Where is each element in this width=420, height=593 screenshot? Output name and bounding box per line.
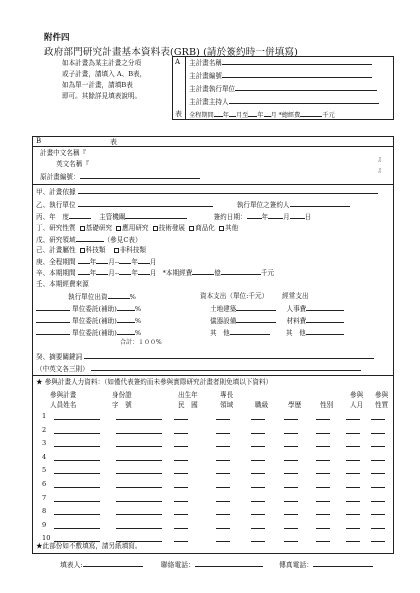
people-row-number: 9: [42, 520, 47, 529]
other2-label: 其 他: [285, 329, 306, 337]
row-year[interactable]: [36, 212, 311, 222]
people-cell-line[interactable]: [54, 528, 100, 529]
people-cell-line[interactable]: [284, 541, 298, 542]
attr-opt-1: 科技類: [85, 246, 106, 254]
page-title: 政府部門研究計畫基本資料表(GRB) (請於簽約時一併填寫): [44, 47, 299, 58]
nature-checkbox-4[interactable]: [189, 226, 194, 231]
period-y1: 年: [222, 112, 229, 119]
main-plan-code-label: 主計畫編號: [189, 72, 222, 80]
main-plan-name-label: 主計畫名稱: [189, 59, 222, 67]
personnel-label: 人事費: [286, 305, 307, 313]
table-b: [32, 136, 394, 554]
pct-4: %: [134, 329, 142, 337]
land-row[interactable]: [210, 304, 344, 314]
people-col-bottom-4: 領域: [220, 401, 234, 409]
people-footnote: [36, 542, 142, 551]
row-keywords[interactable]: [36, 352, 374, 362]
people-cell-line[interactable]: [371, 419, 385, 420]
people-cell-line[interactable]: [316, 501, 330, 502]
sign-date-y: 年: [261, 213, 269, 221]
people-cell-line[interactable]: [346, 501, 360, 502]
people-cell-line[interactable]: [174, 433, 188, 434]
people-cell-line[interactable]: [116, 473, 162, 474]
people-row-number: 6: [42, 480, 47, 488]
people-cell-line[interactable]: [216, 433, 230, 434]
people-col-top-9: 參與: [375, 391, 389, 399]
people-cell-line[interactable]: [371, 514, 385, 515]
people-cell-line[interactable]: [54, 473, 100, 474]
total-period-label: 庚、全程期間: [36, 258, 76, 266]
people-cell-line[interactable]: [371, 473, 385, 474]
authority-label: 主管機關: [99, 213, 126, 221]
people-cell-line[interactable]: [371, 528, 385, 529]
plan-name-zh-label: 計畫中文名稱『: [40, 149, 87, 157]
row-field[interactable]: [36, 235, 142, 245]
nature-opt-2: 應用研究: [122, 224, 149, 232]
people-cell-line[interactable]: [346, 433, 360, 434]
capital-header: [200, 292, 309, 301]
people-cell-line[interactable]: [346, 446, 360, 447]
attr-checkbox-2[interactable]: [114, 248, 119, 253]
exec-unit-label: 乙、執行單位: [36, 201, 76, 209]
people-cell-line[interactable]: [251, 473, 265, 474]
people-cell-line[interactable]: [251, 433, 265, 434]
footer[interactable]: [60, 560, 373, 570]
row-attr[interactable]: [36, 246, 146, 255]
people-cell-line[interactable]: [371, 487, 385, 488]
main-plan-unit-label: 主計畫執行單位: [189, 85, 236, 93]
people-cell-line[interactable]: [251, 541, 265, 542]
note-line-4: 即可。其餘詳見填表說明。: [62, 92, 142, 100]
people-cell-line[interactable]: [316, 446, 330, 447]
main-plan-period[interactable]: [189, 110, 335, 120]
main-plan-pi[interactable]: [189, 97, 379, 107]
unit-sub-3: 單位委託(補助): [72, 329, 117, 337]
table-a-letter: A: [175, 58, 181, 66]
tp-m: 月--: [108, 258, 120, 266]
note-box: [62, 58, 146, 102]
people-cell-line[interactable]: [346, 514, 360, 515]
people-cell-line[interactable]: [116, 419, 162, 420]
people-cell-line[interactable]: [316, 514, 330, 515]
note-line-3: 如為單一計畫，請填B表: [62, 81, 133, 89]
nature-checkbox-1[interactable]: [80, 226, 85, 231]
people-cell-line[interactable]: [251, 514, 265, 515]
people-cell-line[interactable]: [54, 419, 100, 420]
people-cell-line[interactable]: [346, 487, 360, 488]
people-row-number: 7: [42, 493, 47, 502]
people-col-bottom-3: 民 國: [178, 401, 198, 409]
nature-opt-1: 基礎研究: [85, 224, 113, 232]
people-cell-line[interactable]: [216, 460, 230, 461]
people-cell-line[interactable]: [346, 473, 360, 474]
people-cell-line[interactable]: [216, 419, 230, 420]
cp-m2: 月: [149, 269, 157, 277]
filler-label: 填表人:: [60, 561, 83, 569]
pct-2: %: [134, 305, 142, 313]
people-cell-line[interactable]: [116, 487, 162, 488]
people-col-bottom-8: 人月: [350, 401, 364, 409]
field-ref: （參見C表）: [103, 236, 142, 244]
people-cell-line[interactable]: [346, 541, 360, 542]
people-cell-line[interactable]: [174, 541, 188, 542]
people-col-bottom-9: 性質: [375, 401, 389, 409]
basis-label: 甲、計畫依據: [36, 188, 76, 196]
bracket-close-1: 』: [378, 155, 385, 163]
period-unit: 千元: [322, 112, 335, 119]
people-cell-line[interactable]: [216, 541, 230, 542]
field-label: 戊、研究領域: [36, 236, 76, 244]
period-y2: 年: [257, 112, 264, 119]
row-basis[interactable]: [36, 187, 378, 197]
people-cell-line[interactable]: [216, 473, 230, 474]
people-cell-line[interactable]: [116, 514, 162, 515]
people-cell-line[interactable]: [116, 501, 162, 502]
people-cell-line[interactable]: [284, 528, 298, 529]
plan-name-en-label: 英文名稱『: [56, 160, 89, 168]
people-cell-line[interactable]: [316, 487, 330, 488]
people-col-top-4: 專長: [220, 391, 234, 399]
people-cell-line[interactable]: [284, 501, 298, 502]
attr-opt-2: 非科技類: [119, 246, 146, 254]
fund-row-4[interactable]: [36, 328, 141, 338]
note-line-1: 如本計畫為某主計畫之分項: [62, 59, 142, 67]
fund-row-3[interactable]: [36, 316, 141, 326]
equipment-label: 儀器設備: [210, 317, 237, 325]
people-cell-line[interactable]: [174, 419, 188, 420]
phone-label: 聯絡電話：: [160, 561, 195, 569]
attr-checkbox-1[interactable]: [80, 248, 85, 253]
table-b-label: 表: [110, 138, 117, 146]
people-cell-line[interactable]: [54, 460, 100, 461]
people-cell-line[interactable]: [284, 473, 298, 474]
people-cell-line[interactable]: [316, 473, 330, 474]
cp-m: 月--: [108, 269, 120, 277]
signer-label: 執行單位之簽約人: [236, 201, 290, 209]
people-cell-line[interactable]: [216, 501, 230, 502]
people-cell-line[interactable]: [54, 501, 100, 502]
attr-label: 己、計畫屬性: [36, 246, 76, 254]
people-cell-line[interactable]: [174, 460, 188, 461]
people-cell-line[interactable]: [371, 433, 385, 434]
people-col-top-8: 參與: [350, 391, 364, 399]
people-cell-line[interactable]: [284, 460, 298, 461]
people-cell-line[interactable]: [174, 446, 188, 447]
year-label: 丙、年 度: [36, 213, 69, 221]
people-cell-line[interactable]: [174, 473, 188, 474]
annex-label: 附件四: [44, 33, 70, 43]
main-plan-code[interactable]: [189, 71, 372, 81]
people-cell-line[interactable]: [54, 446, 100, 447]
row-total-period[interactable]: [36, 257, 157, 267]
people-row-number: 2: [42, 425, 47, 434]
people-header-text: ★ 參與計畫人力資料：（如僅代表簽約而未參與實際研究計畫者則免填以下資料）: [36, 378, 273, 386]
period-m2: 月: [270, 112, 277, 119]
people-cell-line[interactable]: [371, 541, 385, 542]
people-cell-line[interactable]: [346, 528, 360, 529]
people-row-number: 10: [42, 534, 51, 543]
people-cell-line[interactable]: [251, 501, 265, 502]
people-cell-line[interactable]: [251, 487, 265, 488]
sign-date-d: 日: [304, 213, 312, 221]
period-total-label: *總經費: [278, 112, 301, 119]
this-budget-label: *本期經費: [162, 269, 193, 277]
people-cell-line[interactable]: [54, 514, 100, 515]
note-line-2: 或子計畫，請填入 A、B表，: [62, 70, 147, 78]
filler-field[interactable]: [83, 560, 143, 567]
equip-row[interactable]: [210, 316, 344, 326]
people-row-number: 5: [42, 466, 47, 475]
fund-row-2[interactable]: [36, 304, 141, 314]
people-col-bottom-2: 字 號: [112, 401, 132, 409]
fund-row-1[interactable]: [68, 292, 136, 302]
people-cell-line[interactable]: [174, 501, 188, 502]
nature-opt-5: 其他: [225, 224, 239, 232]
nature-opt-4: 商品化: [195, 224, 215, 232]
tp-y: 年: [89, 258, 97, 266]
people-col-bottom-6: 學歷: [288, 401, 302, 409]
nature-label: 丁、研究性質: [36, 224, 76, 232]
people-footnote-text: ★此部份如不敷填寫，請另紙填寫。: [36, 542, 142, 550]
exec-self-label: 執行單位出資: [68, 293, 108, 301]
row-source: [36, 280, 89, 289]
people-cell-line[interactable]: [251, 528, 265, 529]
people-col-top-3: 出生年: [178, 391, 198, 399]
people-cell-line[interactable]: [346, 460, 360, 461]
row-exec-unit[interactable]: [36, 200, 350, 210]
people-cell-line[interactable]: [251, 419, 265, 420]
main-plan-name[interactable]: [189, 58, 372, 68]
people-cell-line[interactable]: [174, 528, 188, 529]
row-this-period[interactable]: [36, 268, 274, 278]
people-cell-line[interactable]: [251, 460, 265, 461]
people-cell-line[interactable]: [316, 433, 330, 434]
this-period-label: 辛、本期期間: [36, 269, 76, 277]
people-header: [36, 378, 272, 387]
people-cell-line[interactable]: [371, 460, 385, 461]
people-cell-line[interactable]: [346, 419, 360, 420]
people-cell-line[interactable]: [216, 528, 230, 529]
unit-sub-2: 單位委託(補助): [72, 317, 117, 325]
phone-field[interactable]: [195, 560, 263, 567]
land-label: 土地建築: [210, 305, 237, 313]
cp-y2: 年: [131, 269, 138, 277]
sum-row: [120, 338, 162, 347]
budget-k: 千元: [260, 269, 275, 277]
nature-checkbox-5[interactable]: [219, 226, 224, 231]
period-label: 全程期間: [189, 112, 214, 119]
cp-y: 年: [89, 269, 97, 277]
people-cell-line[interactable]: [174, 514, 188, 515]
people-cell-line[interactable]: [116, 446, 162, 447]
people-col-top-2: 身份證: [112, 391, 132, 399]
pct-1: %: [129, 293, 136, 301]
plan-name-en[interactable]: [56, 160, 89, 169]
period-m1: 月至: [235, 112, 249, 119]
main-plan-unit[interactable]: [189, 84, 377, 94]
table-a-label: 表: [175, 110, 182, 118]
people-cell-line[interactable]: [316, 419, 330, 420]
original-code[interactable]: [40, 172, 200, 182]
people-cell-line[interactable]: [216, 487, 230, 488]
people-cell-line[interactable]: [174, 487, 188, 488]
sum-text: 合計：１００%: [120, 339, 162, 346]
people-cell-line[interactable]: [284, 514, 298, 515]
sign-date-m: 月: [283, 213, 290, 221]
people-cell-line[interactable]: [251, 446, 265, 447]
people-cell-line[interactable]: [216, 514, 230, 515]
fax-label: 傳真電話：: [279, 561, 313, 569]
people-row-number: 1: [42, 412, 47, 420]
people-cell-line[interactable]: [371, 501, 385, 502]
people-cell-line[interactable]: [54, 487, 100, 488]
original-code-label: 原計畫編號：: [40, 173, 80, 181]
current-label: 經常支出: [282, 292, 309, 300]
source-label: 壬、本期經費來源: [36, 280, 89, 288]
people-cell-line[interactable]: [54, 433, 100, 434]
nature-checkbox-3[interactable]: [153, 226, 158, 231]
other-row[interactable]: [210, 328, 344, 338]
material-label: 材料費: [286, 317, 307, 325]
people-cell-line[interactable]: [216, 446, 230, 447]
people-cell-line[interactable]: [316, 460, 330, 461]
row-nature[interactable]: [36, 224, 238, 233]
unit-sub-1: 單位委託(補助): [72, 305, 117, 313]
people-cell-line[interactable]: [316, 541, 330, 542]
people-cell-line[interactable]: [316, 528, 330, 529]
main-plan-pi-label: 主計畫主持人: [189, 98, 229, 106]
people-row-number: 8: [42, 507, 47, 516]
tp-m2: 月: [149, 258, 157, 266]
people-col-top-1: 參與計畫: [50, 391, 77, 399]
people-cell-line[interactable]: [116, 460, 162, 461]
plan-name-zh[interactable]: [40, 149, 86, 158]
people-cell-line[interactable]: [284, 433, 298, 434]
people-row-number: 3: [42, 439, 47, 448]
keywords-label: 癸、摘要關鍵詞: [36, 353, 83, 361]
tp-y2: 年: [131, 258, 138, 266]
nature-opt-3: 技術發展: [158, 224, 186, 232]
people-col-bottom-1: 人員姓名: [50, 401, 77, 409]
people-col-bottom-5: 職級: [255, 401, 269, 409]
people-cell-line[interactable]: [371, 446, 385, 447]
people-cell-line[interactable]: [284, 419, 298, 420]
keywords-en-label: （中英文各三則）: [36, 365, 89, 373]
table-b-letter: B: [36, 137, 42, 145]
nature-checkbox-2[interactable]: [116, 226, 121, 231]
row-keywords-en[interactable]: [36, 364, 361, 374]
people-col-bottom-7: 性別: [320, 401, 334, 409]
people-cell-line[interactable]: [116, 528, 162, 529]
fax-field[interactable]: [313, 560, 373, 567]
capital-label: 資本支出（單位:千元）: [200, 292, 269, 300]
pct-3: %: [134, 317, 142, 325]
bracket-close-2: 』: [378, 166, 385, 174]
people-row-number: 4: [42, 452, 47, 461]
sign-date-label: 簽約日期：: [213, 213, 247, 221]
people-cell-line[interactable]: [116, 433, 162, 434]
people-cell-line[interactable]: [284, 446, 298, 447]
other-label: 其 他: [210, 329, 230, 337]
budget-yi: 億: [214, 269, 221, 277]
people-cell-line[interactable]: [284, 487, 298, 488]
